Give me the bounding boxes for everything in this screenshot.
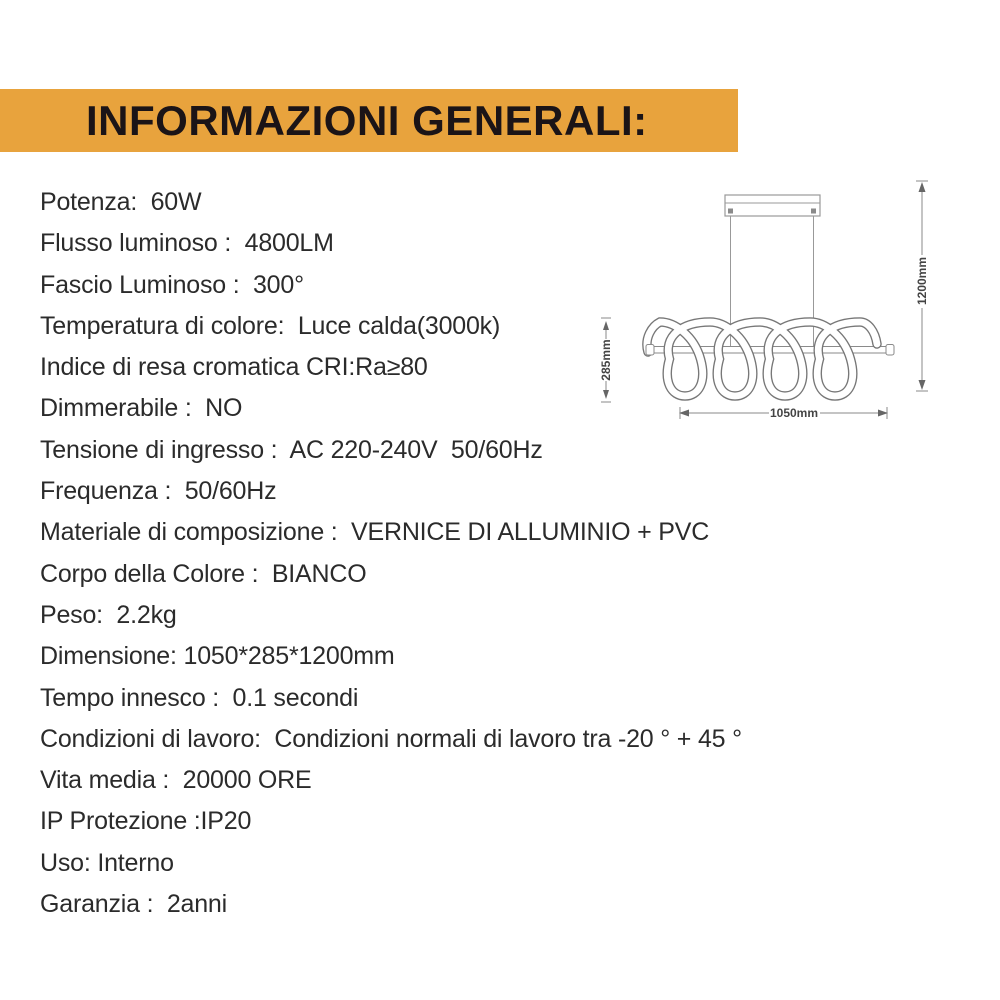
spec-line-cri: Indice di resa cromatica CRI:Ra≥80 <box>40 353 428 382</box>
spec-line-frequency: Frequenza : 50/60Hz <box>40 477 277 506</box>
spec-line-usage: Uso: Interno <box>40 848 174 877</box>
title-banner <box>0 89 738 152</box>
fixture-height-label: 285mm <box>599 339 613 381</box>
spiral-led-tube <box>647 322 877 396</box>
lamp-bar-cap-right <box>886 345 894 356</box>
spec-line-luminous-flux: Flusso luminoso : 4800LM <box>40 229 334 258</box>
spec-line-weight: Peso: 2.2kg <box>40 600 177 629</box>
spec-line-startup-time: Tempo innesco : 0.1 secondi <box>40 683 359 712</box>
spec-line-dimmable: Dimmerabile : NO <box>40 394 243 423</box>
spec-line-power: Potenza: 60W <box>40 188 202 216</box>
fixture-width-label: 1050mm <box>769 406 819 420</box>
spec-line-body-color: Corpo della Colore : BIANCO <box>40 559 367 588</box>
spec-line-lifespan: Vita media : 20000 ORE <box>40 766 312 795</box>
spec-line-input-voltage: Tensione di ingresso : AC 220-240V 50/60Hz <box>40 435 543 464</box>
spec-line-working-conditions: Condizioni di lavoro: Condizioni normali di lavoro tra -20 ° + 45 ° <box>40 724 742 753</box>
lamp-dimension-drawing <box>580 160 1000 440</box>
overall-height-label: 1200mm <box>915 256 929 306</box>
spec-line-material: Materiale di composizione : VERNICE DI ALLUMINIO + PVC <box>40 518 710 547</box>
spec-line-ip-rating: IP Protezione :IP20 <box>40 807 252 836</box>
spec-line-color-temperature: Temperatura di colore: Luce calda(3000k) <box>40 311 501 340</box>
page-title: INFORMAZIONI GENERALI: <box>86 96 648 144</box>
spec-line-dimension: Dimensione: 1050*285*1200mm <box>40 642 395 671</box>
spec-line-beam-angle: Fascio Luminoso : 300° <box>40 270 304 299</box>
spec-line-warranty: Garanzia : 2anni <box>40 890 227 919</box>
lamp-bar-cap-left <box>646 345 654 356</box>
lamp-canopy <box>725 195 820 216</box>
